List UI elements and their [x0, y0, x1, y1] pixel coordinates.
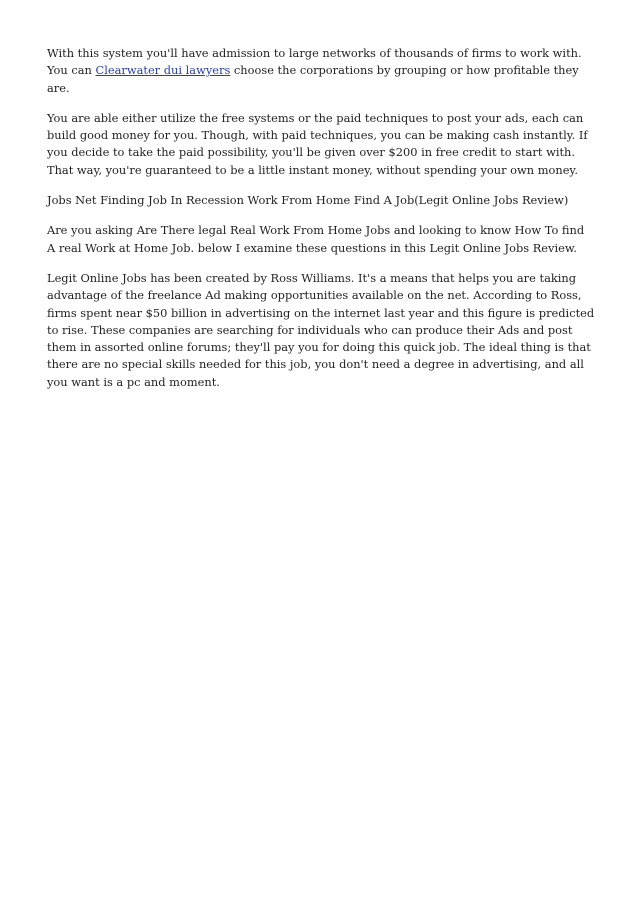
document-page	[47, 45, 595, 404]
paragraph-heading-line: Jobs Net Finding Job In Recession Work From Home Find A Job(Legit Online Jobs Review)	[47, 193, 569, 208]
paragraph-intro-text-before: With this system you'll have admission to large networks of thousands of firms to work with. You can	[47, 46, 582, 78]
paragraph-legit-online-jobs: Legit Online Jobs has been created by Ross Williams. It's a means that helps you are taking advantage of the freelance Ad making opportunities available on the net. According to Ross, firms spent near $50 billion in advertising on the internet last year and this figure is predicted to rise. These companies are searching for individuals who can produce their Ads and post them in assorted online forums; they'll pay you for doing this quick job. The ideal thing is that there are no special skills needed for this job, you don't need a degree in advertising, and all you want is a pc and moment.	[47, 270, 595, 389]
paragraph-intro-text-after: choose the corporations by grouping or how profitable they are.	[47, 63, 579, 95]
clearwater-dui-lawyers-link[interactable]: Clearwater dui lawyers	[95, 63, 231, 78]
paragraph-paid-techniques: You are able either utilize the free systems or the paid techniques to post your ads, each can build good money for you. Though, with paid techniques, you can be making cash instantly. If you decide to take the paid possibility, you'll be given over $200 in free credit to start with. That way, you're guaranteed to be a little instant money, without spending your own money.	[47, 110, 588, 177]
paragraph-intro	[47, 45, 595, 97]
paragraph-question: Are you asking Are There legal Real Work From Home Jobs and looking to know How To find A real Work at Home Job. below I examine these questions in this Legit Online Jobs Review.	[47, 223, 585, 255]
